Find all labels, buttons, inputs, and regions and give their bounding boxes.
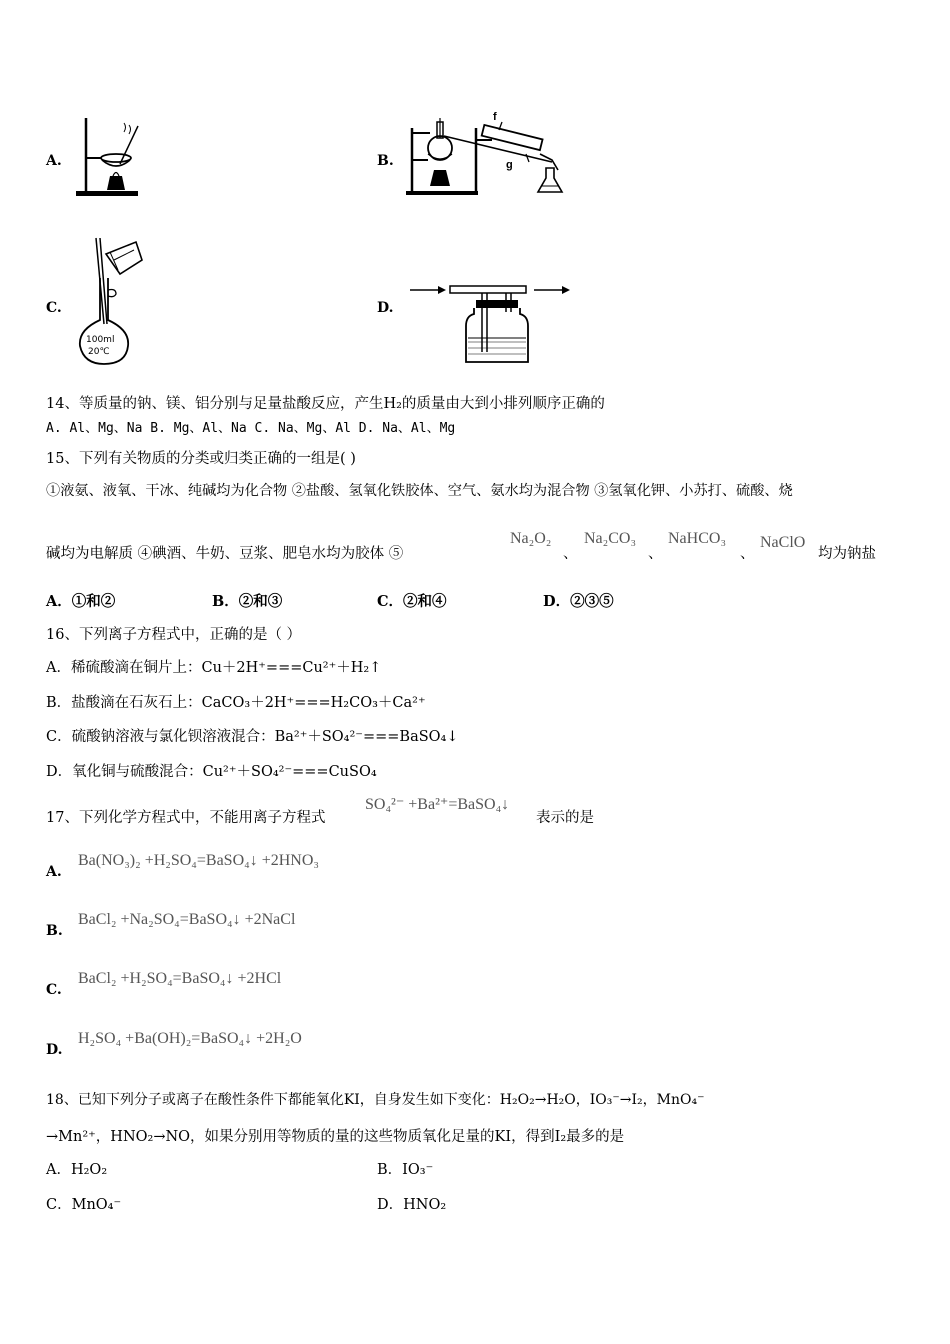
q15-statement-tail: 均为钠盐 [818, 546, 876, 562]
q18-option-c: C．MnO₄⁻ [46, 1197, 122, 1213]
option-b-label: B. [377, 153, 394, 169]
sep-2: 、 [648, 546, 663, 562]
q18-option-b: B．IO₃⁻ [377, 1162, 434, 1178]
apparatus-a-evaporation-image [72, 112, 152, 197]
q17-ionic-equation: SO₄²⁻ +Ba²⁺=BaSO₄↓ [365, 796, 510, 813]
q17-option-a-equation: Ba(NO₃)₂ +H₂SO₄=BaSO₄↓ +2HNO₃ [78, 852, 319, 869]
q15-stem: 15、下列有关物质的分类或归类正确的一组是( ) [46, 451, 356, 467]
q16-stem: 16、下列离子方程式中，正确的是（ ） [46, 627, 302, 643]
sep-1: 、 [563, 546, 578, 562]
formula-na2o2: Na₂O₂ [510, 530, 552, 547]
apparatus-c-volumetric-flask-image [74, 234, 154, 368]
apparatus-d-gas-bottle-image [408, 282, 578, 368]
q17-stem-tail: 表示的是 [536, 810, 594, 826]
q17-option-a-label: A. [46, 864, 62, 880]
label-g: g [506, 159, 513, 171]
q18-option-d: D．HNO₂ [377, 1197, 447, 1213]
option-d-label: D. [377, 300, 394, 316]
q15-option-d: D．②③⑤ [543, 593, 614, 610]
apparatus-b-distillation-image [402, 108, 582, 198]
flask-temp-text: 20℃ [88, 347, 110, 357]
q14-stem: 14、等质量的钠、镁、铝分别与足量盐酸反应，产生H₂的质量由大到小排列顺序正确的 [46, 396, 605, 412]
option-a-label: A. [46, 153, 62, 169]
q17-option-d-label: D. [46, 1042, 63, 1058]
q16-option-a: A．稀硫酸滴在铜片上：Cu＋2H⁺===Cu²⁺＋H₂↑ [46, 660, 382, 676]
q18-stem-line2: →Mn²⁺，HNO₂→NO，如果分别用等物质的量的这些物质氧化足量的KI，得到I₂最多的是 [46, 1129, 625, 1145]
formula-na2co3: Na₂CO₃ [584, 530, 637, 547]
q14-options: A. Al、Mg、Na B. Mg、Al、Na C. Na、Mg、Al D. Na、Al、Mg [46, 421, 456, 436]
q17-stem: 17、下列化学方程式中，不能用离子方程式 [46, 810, 326, 826]
q15-option-c: C．②和④ [377, 593, 447, 610]
flask-volume-text: 100ml [86, 335, 115, 345]
q17-option-b-equation: BaCl₂ +Na₂SO₄=BaSO₄↓ +2NaCl [78, 911, 296, 928]
q17-option-d-equation: H₂SO₄ +Ba(OH)₂=BaSO₄↓ +2H₂O [78, 1030, 302, 1047]
q16-option-d: D．氧化铜与硫酸混合：Cu²⁺＋SO₄²⁻===CuSO₄ [46, 764, 377, 780]
sep-3: 、 [740, 546, 755, 562]
q15-option-a: A．①和② [46, 593, 116, 610]
q17-option-b-label: B. [46, 923, 63, 939]
option-c-label: C. [46, 300, 62, 316]
formula-naclo: NaClO [760, 534, 806, 551]
label-f: f [493, 111, 497, 123]
q18-stem-line1: 18、已知下列分子或离子在酸性条件下都能氧化KI，自身发生如下变化：H₂O₂→H₂O，IO₃⁻→I₂，MnO₄⁻ [46, 1092, 705, 1108]
q18-option-a: A．H₂O₂ [46, 1162, 108, 1178]
q15-statement-line2: 碱均为电解质 ④碘酒、牛奶、豆浆、肥皂水均为胶体 ⑤ [46, 546, 404, 562]
q16-option-c: C．硫酸钠溶液与氯化钡溶液混合：Ba²⁺＋SO₄²⁻===BaSO₄↓ [46, 729, 459, 745]
q17-option-c-equation: BaCl₂ +H₂SO₄=BaSO₄↓ +2HCl [78, 970, 282, 987]
formula-nahco3: NaHCO₃ [668, 530, 727, 547]
q16-option-b: B．盐酸滴在石灰石上：CaCO₃＋2H⁺===H₂CO₃＋Ca²⁺ [46, 695, 426, 711]
q17-option-c-label: C. [46, 982, 62, 998]
q15-statement-line1: ①液氨、液氧、干冰、纯碱均为化合物 ②盐酸、氢氧化铁胶体、空气、氨水均为混合物 ③氢氧化钾、小苏打、硫酸、烧 [46, 483, 793, 499]
q15-option-b: B．②和③ [212, 593, 283, 610]
